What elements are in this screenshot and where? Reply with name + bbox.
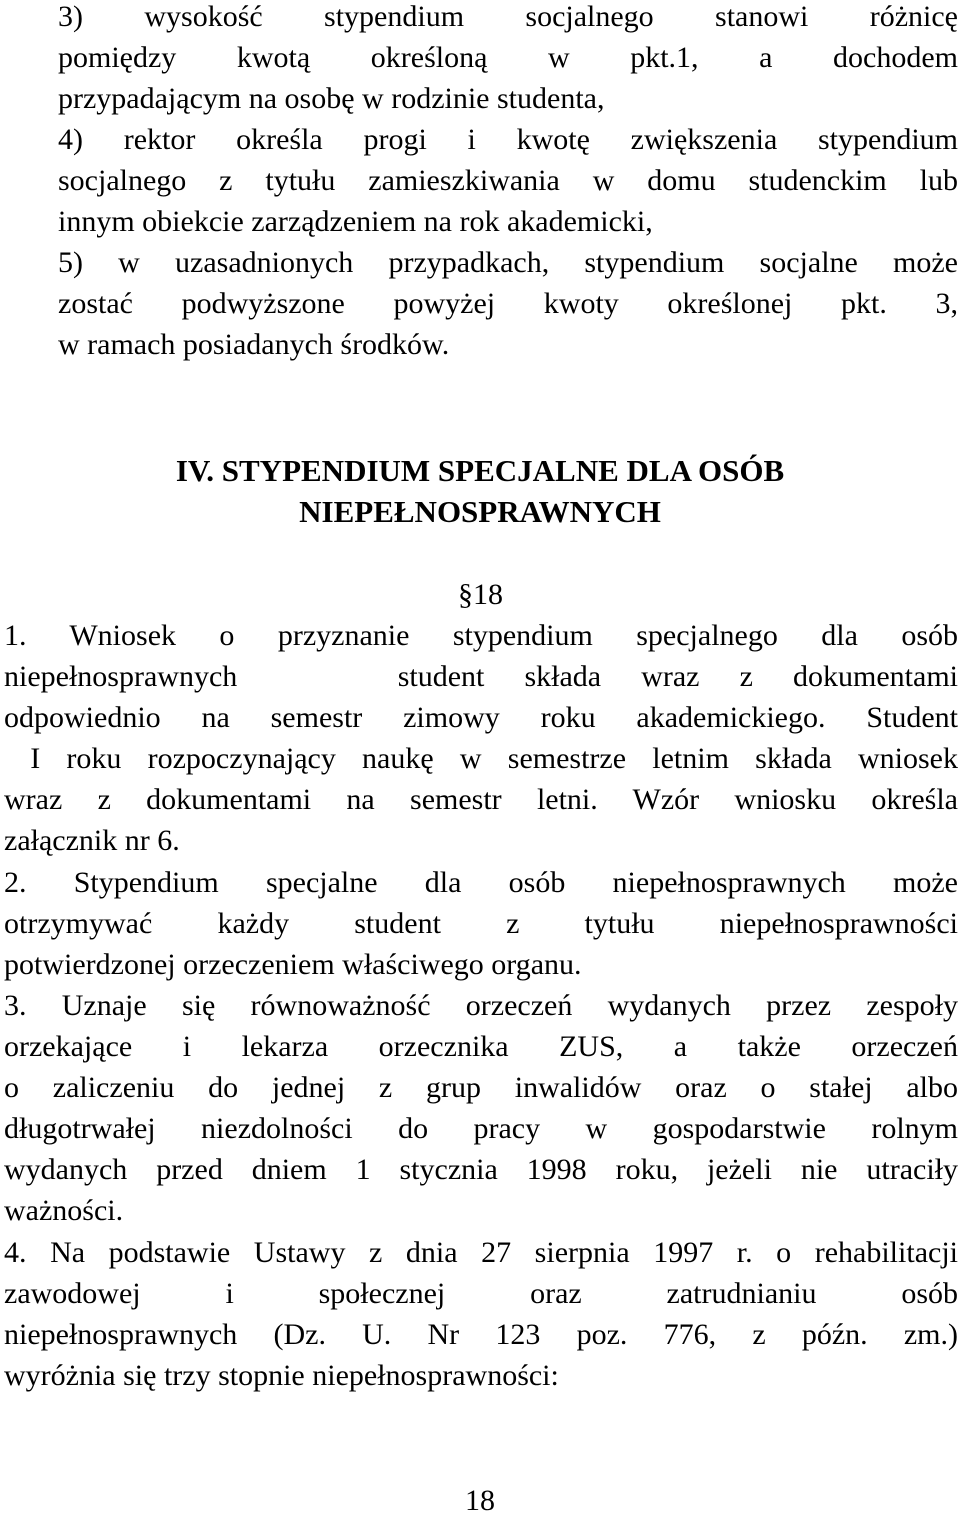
text-line: orzekające i lekarza orzecznika ZUS, a także orzeczeń — [4, 1030, 958, 1063]
text-line: otrzymywać każdy student z tytułu niepełnosprawności — [4, 907, 958, 940]
text-line: ważności. — [4, 1194, 124, 1227]
text-line: niepełnosprawnych (Dz. U. Nr 123 poz. 776, z późn. zm.) — [4, 1318, 958, 1351]
text-line: wyróżnia się trzy stopnie niepełnosprawności: — [4, 1359, 559, 1392]
text-line: potwierdzonej orzeczeniem właściwego organu. — [4, 948, 582, 981]
text-line: wraz z dokumentami na semestr letni. Wzór wniosku określa — [4, 783, 958, 816]
text-line: pomiędzy kwotą określoną w pkt.1, a dochodem — [58, 41, 958, 74]
text-line: wydanych przed dniem 1 stycznia 1998 roku, jeżeli nie utraciły — [4, 1153, 958, 1186]
text-line: przypadającym na osobę w rodzinie studenta, — [58, 82, 605, 115]
text-line: innym obiekcie zarządzeniem na rok akademicki, — [58, 205, 653, 238]
text-line: 1. Wniosek o przyznanie stypendium specjalnego dla osób — [4, 619, 958, 652]
text-line: I roku rozpoczynający naukę w semestrze letnim składa wniosek — [4, 742, 958, 775]
text-line: socjalnego z tytułu zamieszkiwania w domu studenckim lub — [58, 164, 958, 197]
text-line: niepełnosprawnych student składa wraz z dokumentami — [4, 660, 958, 693]
text-line: 2. Stypendium specjalne dla osób niepełnosprawnych może — [4, 866, 958, 899]
text-line: o zaliczeniu do jednej z grup inwalidów oraz o stałej albo — [4, 1071, 958, 1104]
text-line: zawodowej i społecznej oraz zatrudnianiu osób — [4, 1277, 958, 1310]
text-line: 4) rektor określa progi i kwotę zwiększenia stypendium — [58, 123, 958, 156]
section-heading-line1: IV. STYPENDIUM SPECJALNE DLA OSÓB — [175, 453, 785, 488]
text-line: 3. Uznaje się równoważność orzeczeń wydanych przez zespoły — [4, 989, 958, 1022]
text-line: zostać podwyższone powyżej kwoty określonej pkt. 3, — [58, 287, 958, 320]
text-line: 3) wysokość stypendium socjalnego stanowi różnicę — [58, 0, 958, 33]
page-number: 18 — [465, 1484, 495, 1517]
text-line: 4. Na podstawie Ustawy z dnia 27 sierpnia 1997 r. o rehabilitacji — [4, 1236, 958, 1269]
text-line: załącznik nr 6. — [4, 824, 180, 857]
text-line: długotrwałej niezdolności do pracy w gospodarstwie rolnym — [4, 1112, 958, 1145]
text-line: 5) w uzasadnionych przypadkach, stypendium socjalne może — [58, 246, 958, 279]
text-line: w ramach posiadanych środków. — [58, 328, 450, 361]
section-heading-line2: NIEPEŁNOSPRAWNYCH — [299, 494, 661, 529]
paragraph-mark: §18 — [458, 578, 503, 611]
text-line: odpowiednio na semestr zimowy roku akademickiego. Student — [4, 701, 958, 734]
